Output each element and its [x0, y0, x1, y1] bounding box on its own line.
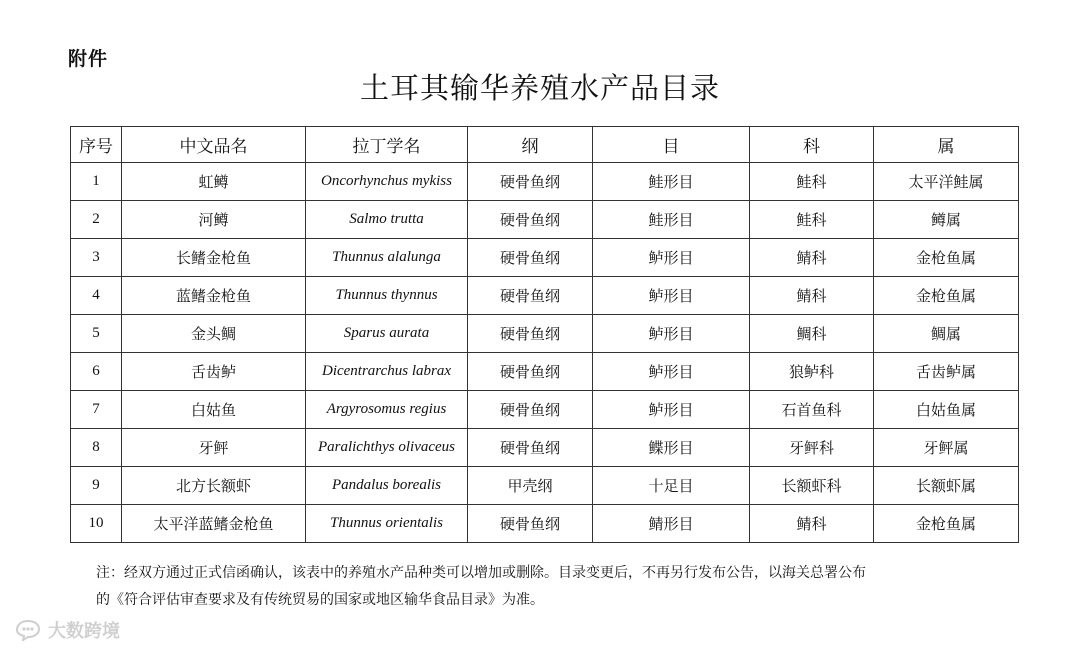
cell-genus: 金枪鱼属	[874, 277, 1019, 315]
cell-order: 鲈形目	[593, 391, 750, 429]
cell-class: 硬骨鱼纲	[468, 391, 593, 429]
cell-family: 鲑科	[750, 201, 874, 239]
cell-order: 鲈形目	[593, 239, 750, 277]
cell-latin-name: Thunnus thynnus	[306, 277, 468, 315]
table-row	[71, 391, 1019, 429]
cell-latin-name: Paralichthys olivaceus	[306, 429, 468, 467]
cell-order: 鲈形目	[593, 277, 750, 315]
cell-class: 硬骨鱼纲	[468, 163, 593, 201]
column-header-genus: 属	[874, 127, 1019, 163]
cell-no: 6	[71, 353, 122, 391]
cell-cn-name: 金头鲷	[122, 315, 306, 353]
cell-order: 十足目	[593, 467, 750, 505]
table-row	[71, 201, 1019, 239]
cell-family: 鲭科	[750, 277, 874, 315]
cell-family: 牙鲆科	[750, 429, 874, 467]
cell-no: 10	[71, 505, 122, 543]
table-header-row	[71, 127, 1019, 163]
table-row	[71, 315, 1019, 353]
cell-order: 鲈形目	[593, 315, 750, 353]
cell-latin-name: Thunnus orientalis	[306, 505, 468, 543]
cell-class: 硬骨鱼纲	[468, 353, 593, 391]
cell-family: 鲷科	[750, 315, 874, 353]
cell-order: 鲭形目	[593, 505, 750, 543]
column-header-order: 目	[593, 127, 750, 163]
cell-class: 硬骨鱼纲	[468, 239, 593, 277]
cell-genus: 鲷属	[874, 315, 1019, 353]
table-row	[71, 467, 1019, 505]
cell-family: 长额虾科	[750, 467, 874, 505]
column-header-class: 纲	[468, 127, 593, 163]
cell-no: 3	[71, 239, 122, 277]
cell-class: 硬骨鱼纲	[468, 315, 593, 353]
table-row	[71, 239, 1019, 277]
cell-no: 9	[71, 467, 122, 505]
cell-cn-name: 蓝鳍金枪鱼	[122, 277, 306, 315]
table-row	[71, 353, 1019, 391]
cell-genus: 鳟属	[874, 201, 1019, 239]
cell-cn-name: 河鳟	[122, 201, 306, 239]
watermark-text: 大数跨境	[48, 621, 120, 642]
table-row	[71, 429, 1019, 467]
product-catalog-table	[70, 126, 1019, 543]
footnote-line-2: 的《符合评估审查要求及有传统贸易的国家或地区输华食品目录》为准。	[96, 592, 544, 608]
cell-genus: 太平洋鲑属	[874, 163, 1019, 201]
cell-genus: 舌齿鲈属	[874, 353, 1019, 391]
column-header-no: 序号	[71, 127, 122, 163]
cell-no: 5	[71, 315, 122, 353]
cell-genus: 金枪鱼属	[874, 239, 1019, 277]
cell-order: 鲑形目	[593, 163, 750, 201]
cell-genus: 金枪鱼属	[874, 505, 1019, 543]
cell-cn-name: 太平洋蓝鳍金枪鱼	[122, 505, 306, 543]
cell-family: 鲭科	[750, 505, 874, 543]
cell-latin-name: Argyrosomus regius	[306, 391, 468, 429]
cell-latin-name: Salmo trutta	[306, 201, 468, 239]
cell-no: 1	[71, 163, 122, 201]
cell-order: 鲈形目	[593, 353, 750, 391]
cell-family: 鲭科	[750, 239, 874, 277]
cell-latin-name: Pandalus borealis	[306, 467, 468, 505]
cell-family: 鲑科	[750, 163, 874, 201]
cell-no: 8	[71, 429, 122, 467]
table-row	[71, 277, 1019, 315]
cell-no: 2	[71, 201, 122, 239]
cell-genus: 长额虾属	[874, 467, 1019, 505]
cell-class: 硬骨鱼纲	[468, 505, 593, 543]
cell-family: 石首鱼科	[750, 391, 874, 429]
cell-latin-name: Thunnus alalunga	[306, 239, 468, 277]
cell-cn-name: 虹鳟	[122, 163, 306, 201]
cell-genus: 白姑鱼属	[874, 391, 1019, 429]
cell-order: 鲑形目	[593, 201, 750, 239]
cell-no: 7	[71, 391, 122, 429]
cell-cn-name: 北方长额虾	[122, 467, 306, 505]
column-header-latin-name: 拉丁学名	[306, 127, 468, 163]
cell-class: 硬骨鱼纲	[468, 201, 593, 239]
cell-latin-name: Dicentrarchus labrax	[306, 353, 468, 391]
cell-latin-name: Oncorhynchus mykiss	[306, 163, 468, 201]
cell-cn-name: 白姑鱼	[122, 391, 306, 429]
cell-cn-name: 舌齿鲈	[122, 353, 306, 391]
cell-cn-name: 长鳍金枪鱼	[122, 239, 306, 277]
cell-genus: 牙鲆属	[874, 429, 1019, 467]
table-row	[71, 163, 1019, 201]
cell-class: 硬骨鱼纲	[468, 277, 593, 315]
attachment-label: 附件	[68, 48, 109, 70]
cell-latin-name: Sparus aurata	[306, 315, 468, 353]
watermark	[14, 617, 120, 643]
table-row	[71, 505, 1019, 543]
footnote-line-1: 注：经双方通过正式信函确认，该表中的养殖水产品种类可以增加或删除。目录变更后，不再另行发布公告，以海关总署公布	[96, 565, 866, 581]
cell-no: 4	[71, 277, 122, 315]
cell-class: 甲壳纲	[468, 467, 593, 505]
cell-family: 狼鲈科	[750, 353, 874, 391]
column-header-cn-name: 中文品名	[122, 127, 306, 163]
cell-order: 鲽形目	[593, 429, 750, 467]
column-header-family: 科	[750, 127, 874, 163]
cell-class: 硬骨鱼纲	[468, 429, 593, 467]
cell-cn-name: 牙鲆	[122, 429, 306, 467]
chat-bubble-logo-icon	[14, 619, 44, 641]
document-title: 土耳其输华养殖水产品目录	[359, 71, 720, 105]
